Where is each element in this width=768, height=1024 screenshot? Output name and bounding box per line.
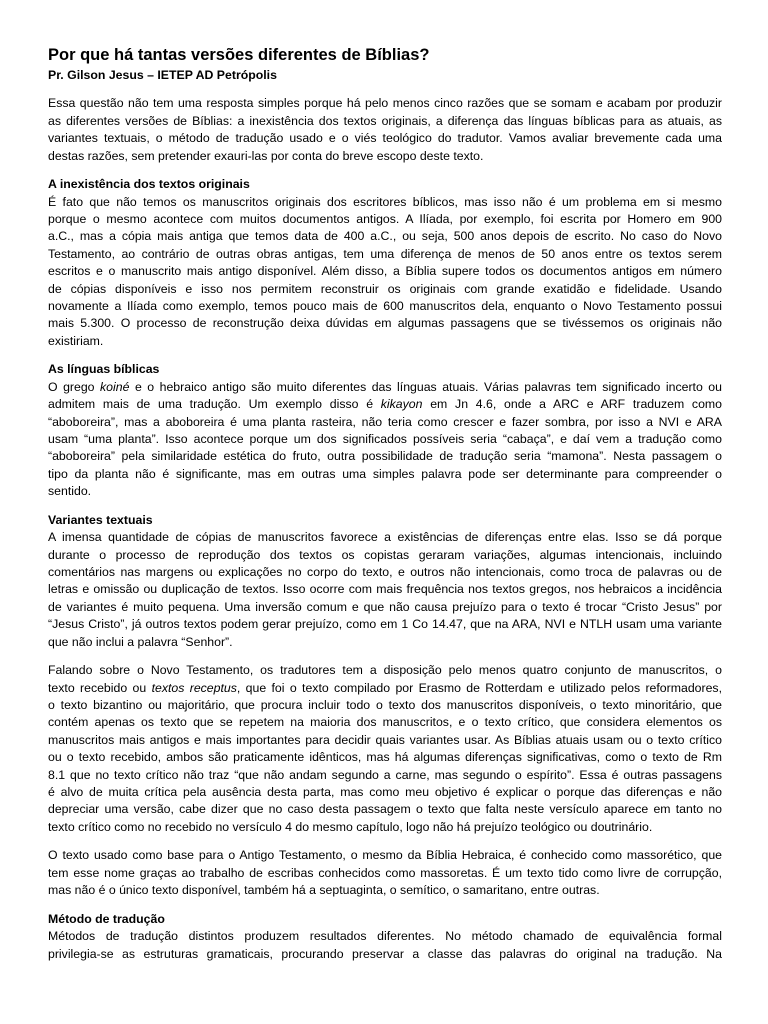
text-line bbox=[48, 732, 722, 749]
document-section bbox=[48, 911, 722, 963]
text-line bbox=[48, 547, 722, 564]
text-run: de cópias disponíveis e isso nos permitem reconstruir os originais com grande exatidão e fidelidade. Usando bbox=[48, 281, 722, 296]
text-line bbox=[48, 581, 722, 598]
italic-term: kikayon bbox=[380, 397, 423, 412]
section-heading: Variantes textuais bbox=[48, 512, 153, 527]
text-run: , que foi o texto compilado por Erasmo de Rotterdam e utilizado pelos reformadores, bbox=[236, 680, 722, 695]
text-run: admitem mais de uma tradução. Um exemplo disso é bbox=[48, 397, 381, 412]
text-run: variantes textuais, o método de tradução usado e o viés teológico do tradutor. Vamos avaliar brevemente cada uma bbox=[48, 131, 722, 146]
text-line bbox=[48, 379, 722, 396]
text-line bbox=[48, 599, 722, 616]
text-run: “Jesus Cristo”, já outros textos podem gerar prejuízo, como em 1 Co 14.47, que na ARA, NVI e NTLH usam uma variante bbox=[48, 617, 722, 632]
text-run: texto recebido ou bbox=[48, 680, 152, 695]
text-run: escritos e o manuscrito mais antigo disponível. Além disso, a Bíblia supere todos os documentos antigos em número bbox=[48, 264, 722, 279]
text-line bbox=[48, 246, 722, 263]
text-run: é alvo de muita crítica pela ausência desta parta, mas como meu objetivo é explicar o porque das diferenças e não bbox=[48, 785, 722, 800]
paragraph bbox=[48, 95, 722, 165]
text-line bbox=[48, 801, 722, 818]
text-line bbox=[48, 113, 722, 130]
text-run: usam “uma planta”. Isso acontece porque um dos significados possíveis seria “cabaça”, e daí vem a tradução como bbox=[48, 431, 722, 446]
text-run: mas não é o único texto disponível, também há a septuaginta, o semítico, o samaritano, entre outras. bbox=[48, 883, 600, 898]
paragraph bbox=[48, 194, 722, 351]
text-line bbox=[48, 819, 722, 836]
text-line bbox=[48, 211, 722, 228]
text-line bbox=[48, 148, 722, 165]
text-line bbox=[48, 865, 722, 882]
text-run: depreciar uma versão, cabe dizer que no caso desta passagem o texto que falta neste versículo aparece em tanto no bbox=[48, 802, 722, 817]
paragraph bbox=[48, 379, 722, 501]
text-run: ou o texto recebido, ambos são praticamente idênticos, mas há algumas diferenças significativas, como o texto de Rm bbox=[48, 750, 722, 765]
paragraph bbox=[48, 662, 722, 836]
text-line bbox=[48, 564, 722, 581]
text-run: existiriam. bbox=[48, 333, 104, 348]
text-run: 8.1 que no texto crítico não traz “que não andam segundo a carne, mas segundo o espírito”. Essa é outras passagens bbox=[48, 767, 722, 782]
text-run: tipo da planta não é significante, mas em outras uma simples palavra pode ser determinante para compreender o bbox=[48, 466, 722, 481]
text-run: contém apenas os texto que se repetem na maioria dos manuscritos, e o texto crítico, que considera elementos os bbox=[48, 715, 722, 730]
document-content bbox=[48, 45, 722, 963]
text-run: em Jn 4.6, onde a ARC e ARF traduzem como bbox=[422, 397, 722, 412]
paragraph bbox=[48, 928, 722, 963]
text-line bbox=[48, 847, 722, 864]
text-run: Métodos de tradução distintos produzem resultados diferentes. No método chamado de equivalência formal bbox=[48, 929, 722, 944]
text-line bbox=[48, 315, 722, 332]
text-line bbox=[48, 263, 722, 280]
text-run: É fato que não temos os manuscritos originais dos escritores bíblicos, mas isso não é um problema em si mesmo bbox=[48, 194, 722, 209]
text-run: Falando sobre o Novo Testamento, os tradutores tem a disposição pelo menos quatro conjunto de manuscritos, o bbox=[48, 663, 722, 678]
text-line bbox=[48, 298, 722, 315]
text-line bbox=[48, 396, 722, 413]
text-run: a.C., mas a cópia mais antiga que temos data de 400 a.C., ou seja, 500 anos depois de escrito. No caso do Novo bbox=[48, 229, 722, 244]
author-line: Pr. Gilson Jesus – IETEP AD Petrópolis bbox=[48, 68, 277, 83]
text-line bbox=[48, 616, 722, 633]
section-heading: As línguas bíblicas bbox=[48, 362, 160, 377]
text-line bbox=[48, 281, 722, 298]
text-run: sentido. bbox=[48, 484, 92, 499]
text-run: O grego bbox=[48, 379, 101, 394]
text-run: Essa questão não tem uma resposta simples porque há pelo menos cinco razões que se somam e acabam por produzir bbox=[48, 96, 722, 111]
document-section bbox=[48, 176, 722, 350]
section-heading: Método de tradução bbox=[48, 911, 165, 926]
text-line bbox=[48, 431, 722, 448]
text-line bbox=[48, 946, 722, 963]
text-run: comentários nas margens ou explicações no corpo do texto, e outros não intencionais, como troca de palavras ou de bbox=[48, 565, 722, 580]
text-line bbox=[48, 767, 722, 784]
text-run: “aboboreira”, mas a aboboreira é uma planta rasteira, não teria como crescer e fazer sombra, por isso a NVI e ARA bbox=[48, 414, 722, 429]
text-run: manuscritos mais antigos e mais importantes para decidir quais variantes usar. As Bíblias atuais usam ou o texto crítico bbox=[48, 732, 722, 747]
text-run: A imensa quantidade de cópias de manuscritos favorece a existências de diferenças entre elas. Isso se dá porque bbox=[48, 530, 722, 545]
text-line bbox=[48, 634, 722, 651]
italic-term: textos receptus bbox=[151, 680, 237, 695]
text-run: o texto bizantino ou majoritário, que procura incluir todo o texto dos manuscritos disponíveis, o texto minoritário, que bbox=[48, 698, 722, 713]
text-run: porque o mesmo acontece com muitos documentos antigos. A Ilíada, por exemplo, foi escrita por Homero em 900 bbox=[48, 211, 722, 226]
text-line bbox=[48, 882, 722, 899]
paragraph bbox=[48, 847, 722, 899]
document-section bbox=[48, 95, 722, 165]
text-run: texto crítico como no recebido no versículo 4 do mesmo capítulo, logo não há prejuízo teológico ou doutrinário. bbox=[48, 819, 653, 834]
text-run: “aboboreira” pela similaridade estética do fruto, outra possibilidade de tradução seria “mamona”. Nesta passagem o bbox=[48, 449, 722, 464]
text-run: novamente a Ilíada como exemplo, temos pouco mais de 600 manuscritos dela, enquanto o Novo Testamento possui bbox=[48, 298, 722, 313]
text-run: privilegia-se as estruturas gramaticais, procurando preservar a classe das palavras do original na tradução. Na bbox=[48, 946, 722, 961]
text-run: letras e omissão ou duplicação de textos. Isso ocorre com mais frequência nos textos gregos, nos hebraicos a incidência bbox=[48, 582, 722, 597]
text-line bbox=[48, 194, 722, 211]
document-section bbox=[48, 512, 722, 900]
text-line bbox=[48, 466, 722, 483]
text-line bbox=[48, 333, 722, 350]
text-line bbox=[48, 697, 722, 714]
text-line bbox=[48, 529, 722, 546]
text-run: e o hebraico antigo são muito diferentes das línguas atuais. Várias palavras tem significado incerto ou bbox=[129, 379, 722, 394]
text-line bbox=[48, 228, 722, 245]
text-run: durante o processo de reprodução dos textos os copistas geraram variações, algumas intencionais, incluindo bbox=[48, 547, 722, 562]
text-run: tem esse nome graças ao trabalho de escribas conhecidos como massoretas. É um texto tido como livre de corrupção, bbox=[48, 865, 722, 880]
document-section bbox=[48, 361, 722, 500]
text-run: que não inclui a palavra “Senhor”. bbox=[48, 634, 233, 649]
document-title: Por que há tantas versões diferentes de Bíblias? bbox=[48, 46, 430, 64]
text-line bbox=[48, 483, 722, 500]
text-line bbox=[48, 130, 722, 147]
document-body bbox=[48, 95, 722, 963]
text-line bbox=[48, 714, 722, 731]
section-heading: A inexistência dos textos originais bbox=[48, 177, 250, 192]
text-line bbox=[48, 662, 722, 679]
text-line bbox=[48, 414, 722, 431]
text-line bbox=[48, 784, 722, 801]
text-line bbox=[48, 928, 722, 945]
text-run: as diferentes versões de Bíblias: a inexistência dos textos originais, a diferença das línguas bíblicas para as atuais, as bbox=[48, 113, 722, 128]
paragraph bbox=[48, 529, 722, 651]
italic-term: koiné bbox=[100, 379, 130, 394]
text-line bbox=[48, 749, 722, 766]
text-line bbox=[48, 95, 722, 112]
text-run: mais 5.300. O processo de reconstrução deixa dúvidas em algumas passagens que se tivéssemos os originais não bbox=[48, 316, 722, 331]
text-run: de variantes é muito pequena. Uma inversão comum e que não causa prejuízo para o texto é trocar “Cristo Jesus” por bbox=[48, 599, 722, 614]
text-run: Testamento, ao contrário de outras obras antigas, tem uma diferença de menos de 50 anos entre os textos serem bbox=[48, 246, 722, 261]
text-line bbox=[48, 448, 722, 465]
text-run: destas razões, sem pretender exauri-las por conta do breve escopo deste texto. bbox=[48, 148, 484, 163]
text-line bbox=[48, 680, 722, 697]
text-run: O texto usado como base para o Antigo Testamento, o mesmo da Bíblia Hebraica, é conhecido como massorético, que bbox=[48, 848, 722, 863]
